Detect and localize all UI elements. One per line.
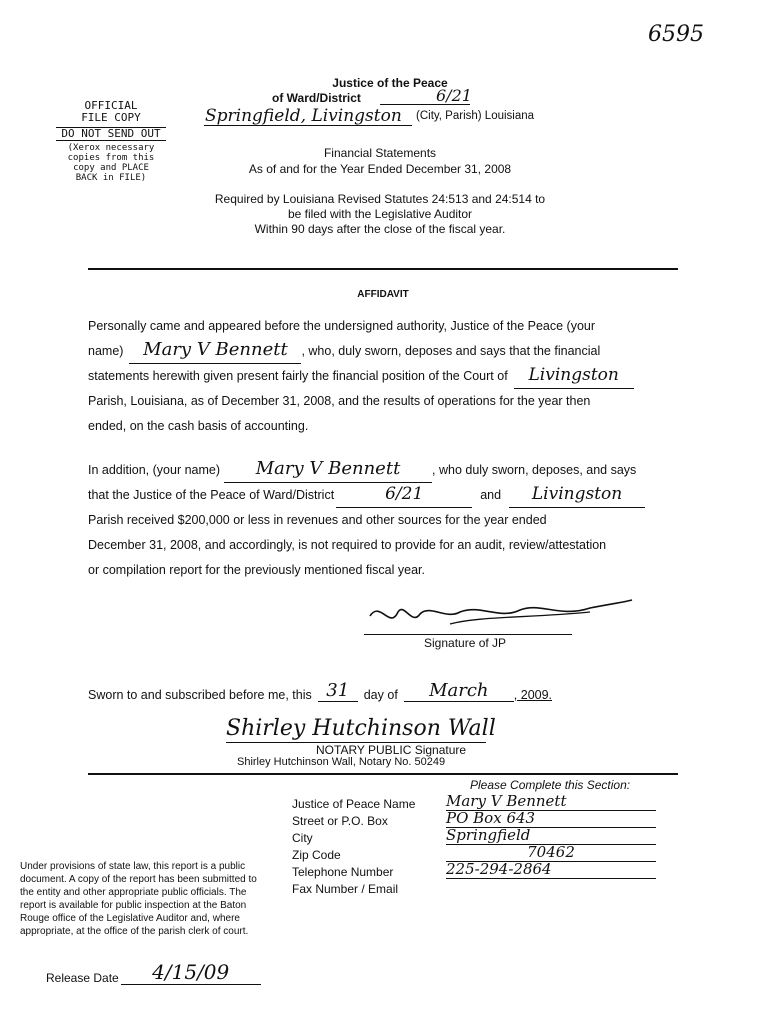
stamp-line: BACK in FILE) <box>75 173 147 183</box>
public-notice: Under provisions of state law, this report is a public document. A copy of the report has been submitted to the entity and other appropriate public officials. The report is available for public inspection at the Baton Rouge office of the Legislative Auditor and, where appropriate, at the office of the parish clerk of court. <box>20 861 257 937</box>
info-row: Street or P.O. Box PO Box 643 <box>292 811 672 828</box>
jp-name-field-2: Mary V Bennett <box>224 458 432 483</box>
info-row: Justice of Peace Name Mary V Bennett <box>292 794 672 811</box>
sworn-day: 31 <box>318 680 358 702</box>
required-note: Required by Louisiana Revised Statutes 24:513 and 24:514 to be filed with the Legislative Auditor Within 90 days after the close of the fiscal year. <box>214 192 546 236</box>
sworn-month: March <box>404 680 514 702</box>
header-title: Justice of the Peace <box>332 76 448 90</box>
signature-label: Signature of JP <box>424 636 507 650</box>
stamp-line: DO NOT SEND OUT <box>56 127 166 141</box>
affidavit-paragraph-1: Personally came and appeared before the undersigned authority, Justice of the Peace (your name) Mary V Bennett , who, duly sworn, deposes and says that the financial statements herewith given present fairly the financial position of the Court of Livingston Parish, Louisiana, as of December 31, 2008, and the results of operations for the year then ended, on the cash basis of accounting. <box>88 314 678 439</box>
sworn-line: Sworn to and subscribed before me, this 31 day of March , 2009. <box>88 680 553 702</box>
stamp-line: copy and PLACE <box>73 163 149 173</box>
release-date: Release Date 4/15/09 <box>46 960 261 985</box>
ward-label: of Ward/District <box>272 91 361 105</box>
affidavit-heading: AFFIDAVIT <box>357 289 409 300</box>
notary-label: NOTARY PUBLIC Signature <box>316 743 467 757</box>
info-row: Zip Code 70462 <box>292 845 672 862</box>
affidavit-paragraph-2: In addition, (your name) Mary V Bennett , who duly sworn, deposes, and says that the Justice of the Peace of Ward/District 6/21 and Livingston Parish received $200,000 or less in revenues and other sources for the year ended December 31, 2008, and accordingly, is not required to provide for an audit, review/attestation or compilation report for the previously mentioned fiscal year. <box>88 458 678 583</box>
court-parish-field: Livingston <box>514 364 634 389</box>
official-file-stamp <box>56 100 166 183</box>
statements-title: Financial Statements <box>323 146 437 160</box>
city-label: (City, Parish) Louisiana <box>416 110 535 122</box>
stamp-line: copies from this <box>67 153 155 163</box>
ward-field: 6/21 <box>336 483 472 508</box>
stamp-line: FILE COPY <box>81 111 141 124</box>
city-value: Springfield, Livingston <box>205 106 402 126</box>
stamp-line: (Xerox necessary <box>67 143 155 153</box>
document-number: 6595 <box>648 22 704 47</box>
notary-name: Shirley Hutchinson Wall, Notary No. 50249 <box>237 756 446 768</box>
jp-name-field: Mary V Bennett <box>129 339 301 364</box>
ward-value: 6/21 <box>436 86 472 105</box>
stamp-line: OFFICIAL <box>84 99 138 112</box>
info-row: Fax Number / Email <box>292 882 399 896</box>
info-section <box>292 794 672 896</box>
year-line: As of and for the Year Ended December 31, 2008 <box>248 162 512 176</box>
notary-signature: Shirley Hutchinson Wall <box>226 716 496 741</box>
parish-field: Livingston <box>509 483 645 508</box>
info-row: City Springfield <box>292 828 672 845</box>
info-row: Telephone Number 225-294-2864 <box>292 862 672 879</box>
section-heading: Please Complete this Section: <box>470 778 631 792</box>
release-date-value: 4/15/09 <box>121 960 261 985</box>
